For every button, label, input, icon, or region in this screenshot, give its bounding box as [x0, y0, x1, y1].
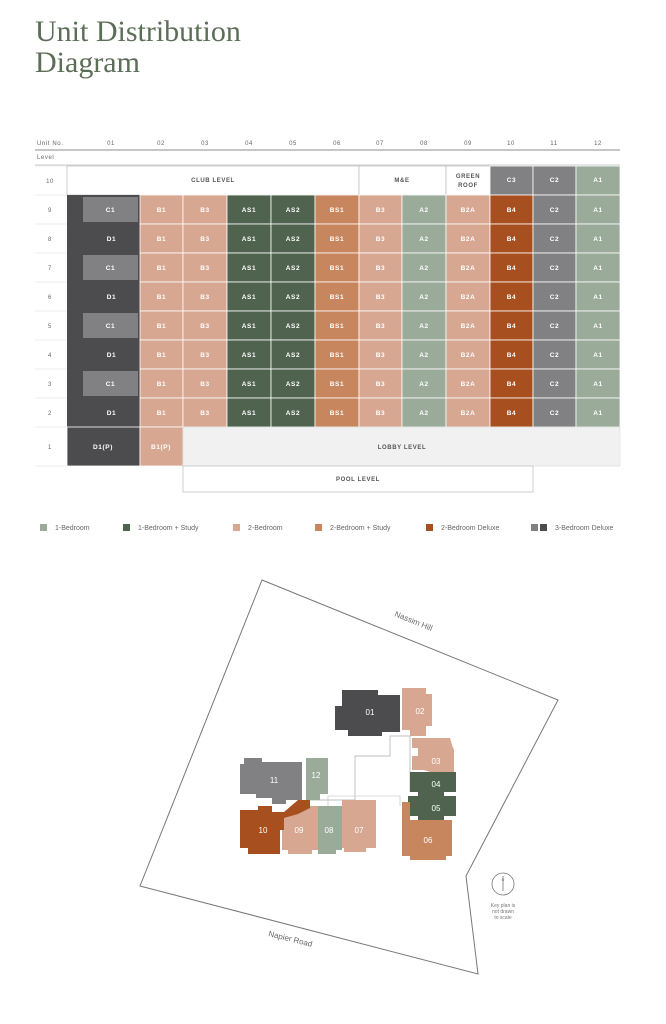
- road-label-nassim-hill: Nassim Hill: [393, 609, 434, 633]
- plan-label-11: 11: [269, 776, 279, 785]
- cell-label-5-11: C2: [549, 323, 560, 330]
- cell-label-4-08: A2: [419, 352, 429, 359]
- cell-8-01-bg: [67, 224, 140, 253]
- cell-label-7-02: B1: [156, 265, 167, 272]
- cell-label-4-01: D1: [106, 352, 117, 359]
- plan-label-05: 05: [431, 804, 441, 813]
- cell-label-2-08: A2: [419, 410, 429, 417]
- cell-label-7-07: B3: [375, 265, 386, 272]
- scale-note-line-3: to scale: [494, 915, 512, 921]
- cell-label-9-07: B3: [375, 207, 386, 214]
- cell-label-9-04: AS1: [241, 207, 257, 214]
- cell-label-5-05: AS2: [285, 323, 301, 330]
- unit-header-11: 11: [550, 141, 558, 147]
- legend-label: 1-Bedroom + Study: [138, 525, 199, 532]
- cell-label-7-09: B2A: [460, 265, 476, 272]
- label-green-roof-2: ROOF: [458, 183, 478, 189]
- legend-swatch: [123, 524, 130, 531]
- cell-label-8-06: BS1: [329, 236, 345, 243]
- cell-6-01-bg: [67, 282, 140, 311]
- cell-label-5-01: C1: [105, 323, 116, 330]
- legend-swatch-dark: [540, 524, 547, 531]
- cell-label-3-03: B3: [200, 381, 210, 388]
- unit-distribution-grid: [0, 0, 666, 500]
- label-club-level: CLUB LEVEL: [191, 178, 235, 184]
- cell-label-7-01: C1: [105, 265, 116, 272]
- unit-header-07: 07: [376, 141, 384, 147]
- level-label-3: 3: [48, 382, 52, 388]
- cell-green-roof: [446, 166, 490, 195]
- cell-label-6-01: D1: [106, 294, 117, 301]
- cell-label-5-07: B3: [375, 323, 386, 330]
- legend-label: 3-Bedroom Deluxe: [555, 525, 614, 532]
- unit-header-04: 04: [245, 141, 253, 147]
- cell-label-10-10: C3: [506, 177, 517, 184]
- cell-label-5-10: B4: [506, 323, 517, 330]
- cell-label-3-04: AS1: [241, 381, 257, 388]
- legend-item-1-bedroom-study: [123, 523, 199, 535]
- legend-item-3-bedroom-deluxe: [531, 523, 613, 535]
- title-line-2: Diagram: [35, 46, 140, 79]
- level-label-9: 9: [48, 208, 52, 214]
- cell-label-6-05: AS2: [285, 294, 301, 301]
- plan-label-08: 08: [324, 826, 334, 835]
- legend-item-2-bedroom-deluxe: [426, 523, 499, 535]
- cell-label-8-05: AS2: [285, 236, 301, 243]
- header-unit-label: Unit No.: [37, 141, 64, 147]
- cell-label-1-02: B1(P): [151, 444, 171, 451]
- cell-label-9-05: AS2: [285, 207, 301, 214]
- cell-label-3-11: C2: [549, 381, 560, 388]
- cell-label-5-12: A1: [593, 323, 603, 330]
- cell-label-8-02: B1: [156, 236, 167, 243]
- legend-item-2-bedroom: [233, 523, 283, 535]
- cell-label-3-08: A2: [419, 381, 429, 388]
- road-label-napier-road: Napier Road: [267, 929, 314, 949]
- legend-label: 2-Bedroom Deluxe: [441, 525, 500, 532]
- cell-label-2-10: B4: [506, 410, 517, 417]
- plan-label-07: 07: [354, 826, 364, 835]
- cell-label-6-10: B4: [506, 294, 517, 301]
- cell-label-8-07: B3: [375, 236, 386, 243]
- legend-swatch: [40, 524, 47, 531]
- cell-label-4-02: B1: [156, 352, 167, 359]
- cell-label-2-01: D1: [106, 410, 117, 417]
- legend-swatch: [315, 524, 322, 531]
- unit-header-03: 03: [201, 141, 209, 147]
- cell-label-5-02: B1: [156, 323, 167, 330]
- cell-label-4-11: C2: [549, 352, 560, 359]
- legend-item-2-bedroom-study: [315, 523, 391, 535]
- unit-header-06: 06: [333, 141, 341, 147]
- cell-label-6-07: B3: [375, 294, 386, 301]
- cell-label-6-04: AS1: [241, 294, 257, 301]
- legend-label: 2-Bedroom + Study: [330, 525, 391, 532]
- plan-label-03: 03: [431, 757, 441, 766]
- cell-label-8-11: C2: [549, 236, 560, 243]
- plan-label-06: 06: [423, 836, 433, 845]
- label-lobby-level: LOBBY LEVEL: [377, 445, 427, 451]
- level-label-7: 7: [48, 266, 52, 272]
- cell-label-4-04: AS1: [241, 352, 257, 359]
- label-pool-level: POOL LEVEL: [336, 477, 380, 483]
- header-level-label: Level: [37, 155, 55, 161]
- plan-unit-03: [412, 738, 454, 772]
- cell-label-7-08: A2: [419, 265, 429, 272]
- cell-label-4-05: AS2: [285, 352, 301, 359]
- cell-label-5-08: A2: [419, 323, 429, 330]
- cell-label-7-03: B3: [200, 265, 210, 272]
- cell-label-7-04: AS1: [241, 265, 257, 272]
- cell-2-01-bg: [67, 398, 140, 427]
- scale-note-line-2: not drawn: [492, 909, 514, 915]
- cell-label-5-09: B2A: [460, 323, 476, 330]
- unit-header-09: 09: [464, 141, 472, 147]
- cell-label-9-08: A2: [419, 207, 429, 214]
- cell-label-2-11: C2: [549, 410, 560, 417]
- plan-label-12: 12: [311, 771, 321, 780]
- cell-label-2-12: A1: [593, 410, 603, 417]
- cell-label-6-12: A1: [593, 294, 603, 301]
- cell-label-4-03: B3: [200, 352, 210, 359]
- cell-label-8-01: D1: [106, 236, 117, 243]
- cell-label-3-05: AS2: [285, 381, 301, 388]
- cell-label-7-06: BS1: [329, 265, 345, 272]
- cell-label-9-02: B1: [156, 207, 167, 214]
- cell-label-2-04: AS1: [241, 410, 257, 417]
- legend-label: 1-Bedroom: [55, 525, 90, 532]
- level-label-6: 6: [48, 295, 52, 301]
- cell-label-9-03: B3: [200, 207, 210, 214]
- legend-swatch-light: [531, 524, 538, 531]
- label-me: M&E: [394, 178, 410, 184]
- plan-label-10: 10: [258, 826, 268, 835]
- cell-label-7-10: B4: [506, 265, 517, 272]
- cell-label-5-04: AS1: [241, 323, 257, 330]
- unit-header-10: 10: [507, 141, 515, 147]
- cell-label-3-12: A1: [593, 381, 603, 388]
- cell-label-6-03: B3: [200, 294, 210, 301]
- cell-label-4-09: B2A: [460, 352, 476, 359]
- cell-label-9-06: BS1: [329, 207, 345, 214]
- cell-label-9-01: C1: [105, 207, 116, 214]
- plan-label-09: 09: [294, 826, 304, 835]
- cell-label-2-03: B3: [200, 410, 210, 417]
- title-line-1: Unit Distribution: [35, 15, 241, 48]
- cell-label-2-07: B3: [375, 410, 386, 417]
- cell-label-6-02: B1: [156, 294, 167, 301]
- cell-label-7-11: C2: [549, 265, 560, 272]
- cell-label-2-06: BS1: [329, 410, 345, 417]
- legend-item-1-bedroom: [40, 523, 90, 535]
- cell-label-9-11: C2: [549, 207, 560, 214]
- cell-label-8-08: A2: [419, 236, 429, 243]
- cell-label-8-03: B3: [200, 236, 210, 243]
- unit-header-05: 05: [289, 141, 297, 147]
- level-label-5: 5: [48, 324, 52, 330]
- cell-label-3-02: B1: [156, 381, 167, 388]
- cell-label-4-07: B3: [375, 352, 386, 359]
- site-key-plan: [0, 560, 666, 1024]
- cell-label-6-09: B2A: [460, 294, 476, 301]
- cell-label-6-11: C2: [549, 294, 560, 301]
- legend-swatch: [426, 524, 433, 531]
- cell-label-8-04: AS1: [241, 236, 257, 243]
- cell-label-2-05: AS2: [285, 410, 301, 417]
- cell-label-3-01: C1: [105, 381, 116, 388]
- unit-header-08: 08: [420, 141, 428, 147]
- north-arrow-label: N: [501, 877, 505, 882]
- cell-label-4-06: BS1: [329, 352, 345, 359]
- level-label-2: 2: [48, 411, 52, 417]
- cell-label-8-09: B2A: [460, 236, 476, 243]
- cell-label-6-08: A2: [419, 294, 429, 301]
- level-label-1: 1: [48, 445, 52, 451]
- cell-label-1-01: D1(P): [93, 444, 113, 451]
- cell-label-2-02: B1: [156, 410, 167, 417]
- cell-label-2-09: B2A: [460, 410, 476, 417]
- cell-label-8-12: A1: [593, 236, 603, 243]
- plan-label-02: 02: [415, 707, 425, 716]
- scale-note-line-1: Key plan is: [490, 903, 516, 909]
- level-label-8: 8: [48, 237, 52, 243]
- legend-swatch: [233, 524, 240, 531]
- level-label-4: 4: [48, 353, 52, 359]
- cell-label-8-10: B4: [506, 236, 517, 243]
- cell-label-3-06: BS1: [329, 381, 345, 388]
- cell-label-4-10: B4: [506, 352, 517, 359]
- level-label-10: 10: [46, 179, 54, 185]
- cell-label-3-10: B4: [506, 381, 517, 388]
- label-green-roof-1: GREEN: [455, 174, 481, 180]
- cell-label-4-12: A1: [593, 352, 603, 359]
- cell-label-9-12: A1: [593, 207, 603, 214]
- unit-header-12: 12: [594, 141, 602, 147]
- cell-label-3-09: B2A: [460, 381, 476, 388]
- legend: [40, 523, 630, 537]
- plan-label-04: 04: [431, 780, 441, 789]
- cell-4-01-bg: [67, 340, 140, 369]
- legend-label: 2-Bedroom: [248, 525, 283, 532]
- cell-label-5-03: B3: [200, 323, 210, 330]
- cell-label-9-10: B4: [506, 207, 517, 214]
- cell-label-7-05: AS2: [285, 265, 301, 272]
- cell-label-10-12: A1: [593, 177, 603, 184]
- unit-header-01: 01: [107, 141, 115, 147]
- unit-header-02: 02: [157, 141, 165, 147]
- cell-label-3-07: B3: [375, 381, 386, 388]
- cell-label-6-06: BS1: [329, 294, 345, 301]
- plan-label-01: 01: [365, 708, 375, 717]
- cell-label-10-11: C2: [549, 177, 560, 184]
- cell-label-7-12: A1: [593, 265, 603, 272]
- cell-label-5-06: BS1: [329, 323, 345, 330]
- cell-label-9-09: B2A: [460, 207, 476, 214]
